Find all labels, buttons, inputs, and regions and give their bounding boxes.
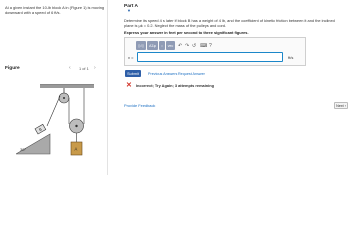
block-a-label: A: [74, 146, 78, 152]
next-button[interactable]: [334, 102, 348, 109]
vector-arrow-button[interactable]: ↕: [159, 41, 165, 50]
provide-feedback-link[interactable]: Provide Feedback: [124, 103, 156, 108]
request-answer-link[interactable]: Request Answer: [178, 72, 205, 76]
part-header[interactable]: [118, 4, 138, 13]
block-b: [35, 124, 46, 134]
math-toolbar: [136, 41, 175, 50]
reset-icon[interactable]: ↺: [192, 42, 197, 49]
vec-button[interactable]: vec: [166, 41, 175, 50]
keyboard-icon[interactable]: ⌨: [200, 42, 208, 49]
answer-input[interactable]: [137, 52, 283, 62]
figure-title: Figure: [5, 66, 20, 71]
help-icon[interactable]: ?: [209, 42, 212, 49]
undo-icon[interactable]: ↶: [178, 42, 183, 49]
figure-count: 1 of 1: [79, 66, 89, 71]
feedback-text: Incorrect; Try Again; 3 attempts remaining: [135, 83, 214, 88]
greek-letters-button[interactable]: ΑΣφ: [147, 41, 158, 50]
ceiling: [40, 84, 94, 88]
redo-icon[interactable]: ↷: [185, 42, 190, 49]
collapse-caret-icon[interactable]: ▼: [127, 8, 131, 13]
part-pane: [108, 0, 350, 175]
problem-statement: At a given instant the 10-lb block A in (Figure 1) is moving downward with a speed of 6 ft/s.: [5, 5, 105, 15]
answer-label: v =: [128, 55, 134, 60]
block-b-label: B: [37, 126, 43, 133]
figure-next-button[interactable]: ›: [94, 65, 96, 71]
figure-prev-button[interactable]: ‹: [69, 65, 71, 71]
previous-answers-link[interactable]: Previous Answers: [148, 72, 178, 76]
part-title: Part A: [124, 4, 138, 9]
answer-box: [124, 37, 306, 66]
problem-pane: [0, 0, 108, 175]
next-label: Next: [336, 103, 344, 108]
figure-header: [0, 60, 108, 72]
feedback-row: [126, 82, 214, 89]
angle-label: 30°: [20, 147, 27, 152]
chevron-right-icon: ›: [344, 103, 346, 108]
part-instruction: Express your answer in feet per second to three significant figures.: [124, 30, 249, 35]
part-question: Determine its speed 4 s later if block B has a weight of 4 lb, and the coefficient of kinetic friction between it and the inclined plane is μk = 0.2. Neglect the mass of the pulleys and cord.: [124, 18, 335, 28]
answer-unit: ft/s: [288, 55, 294, 60]
templates-button[interactable]: ▯√▯: [136, 41, 146, 50]
incorrect-x-icon: ✕: [126, 82, 132, 89]
pulley-figure: [16, 84, 98, 172]
submit-button[interactable]: Submit: [125, 70, 141, 77]
